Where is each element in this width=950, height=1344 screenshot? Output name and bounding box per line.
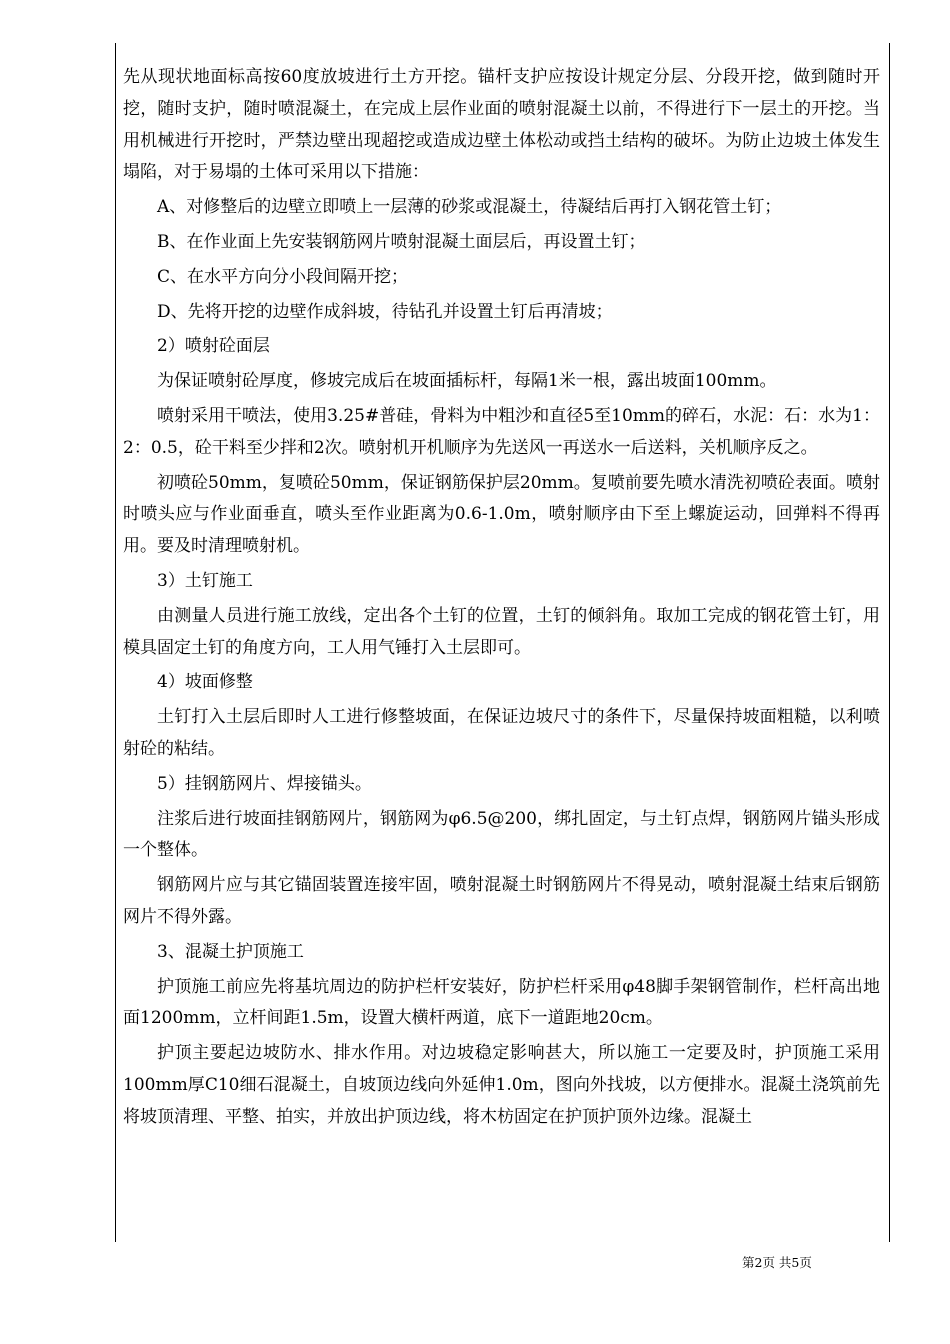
measure-c: C、在水平方向分小段间隔开挖； (157, 266, 409, 287)
measure-d: D、先将开挖的边壁作成斜坡，待钻孔并设置土钉后再清坡； (157, 301, 613, 322)
paragraph-shotcrete-thickness: 为保证喷射砼厚度，修坡完成后在坡面插标杆，每隔1米一根，露出坡面100mm。 (157, 371, 777, 392)
section-heading-mesh: 5）挂钢筋网片、焊接锚头。 (157, 773, 372, 794)
paragraph-slope-trim: 土钉打入土层后即时人工进行修整坡面，在保证边坡尺寸的条件下，尽量保持坡面粗糙，以利喷射砼的粘结。 (123, 707, 880, 759)
page-number: 第2页 共5页 (742, 1255, 812, 1270)
paragraph-mesh-fixing: 钢筋网片应与其它锚固装置连接牢固，喷射混凝土时钢筋网片不得晃动，喷射混凝土结束后钢筋网片不得外露。 (123, 875, 880, 927)
section-heading-shotcrete: 2）喷射砼面层 (157, 336, 270, 357)
section-heading-soil-nail: 3）土钉施工 (157, 570, 253, 591)
measure-b: B、在作业面上先安装钢筋网片喷射混凝土面层后，再设置土钉； (157, 231, 646, 252)
paragraph-guardrail: 护顶施工前应先将基坑周边的防护栏杆安装好，防护栏杆采用φ48脚手架钢管制作，栏杆高出地面1200mm，立杆间距1.5m，设置大横杆两道，底下一道距地20cm。 (123, 976, 880, 1029)
paragraph-dry-spray: 喷射采用干喷法，使用3.25#普硅，骨料为中粗沙和直径5至10mm的碎石，水泥：石：水为1：2：0.5，砼干料至少拌和2次。喷射机开机顺序为先送风一再送水一后送料，关机顺序反之。 (123, 405, 880, 458)
paragraph-spray-layers: 初喷砼50mm，复喷砼50mm，保证钢筋保护层20mm。复喷前要先喷水清洗初喷砼表面。喷射时喷头应与作业面垂直，喷头至作业距离为0.6-1.0m，喷射顺序由下至上螺旋运动，回弹料不得再用。要及时清理喷射机。 (123, 472, 880, 557)
paragraph-excavation: 先从现状地面标高按60度放坡进行土方开挖。锚杆支护应按设计规定分层、分段开挖，做到随时开挖，随时支护，随时喷混凝土，在完成上层作业面的喷射混凝土以前，不得进行下一层土的开挖。当用机械进行开挖时，严禁边壁出现超挖或造成边壁土体松动或挡土结构的破坏。为防止边坡土体发生塌陷，对于易塌的土体可采用以下措施： (123, 67, 880, 183)
measure-a: A、对修整后的边壁立即喷上一层薄的砂浆或混凝土，待凝结后再打入钢花管土钉； (157, 197, 782, 218)
paragraph-mesh-grouting: 注浆后进行坡面挂钢筋网片，钢筋网为φ6.5@200，绑扎固定，与土钉点焊，钢筋网片锚头形成一个整体。 (123, 808, 880, 861)
section-heading-slope-trim: 4）坡面修整 (157, 672, 253, 693)
section-heading-top-protection: 3、混凝土护顶施工 (157, 941, 304, 962)
document-body (123, 62, 880, 1134)
paragraph-top-protection: 护顶主要起边坡防水、排水作用。对边坡稳定影响甚大，所以施工一定要及时，护顶施工采用100mm厚C10细石混凝土，自坡顶边线向外延伸1.0m，图向外找坡，以方便排水。混凝土浇筑前先将坡顶清理、平整、拍实，并放出护顶边线，将木枋固定在护顶护顶外边缘。混凝土 (123, 1043, 880, 1127)
paragraph-soil-nail: 由测量人员进行施工放线，定出各个土钉的位置，土钉的倾斜角。取加工完成的钢花管土钉，用模具固定土钉的角度方向，工人用气锤打入土层即可。 (123, 605, 880, 658)
